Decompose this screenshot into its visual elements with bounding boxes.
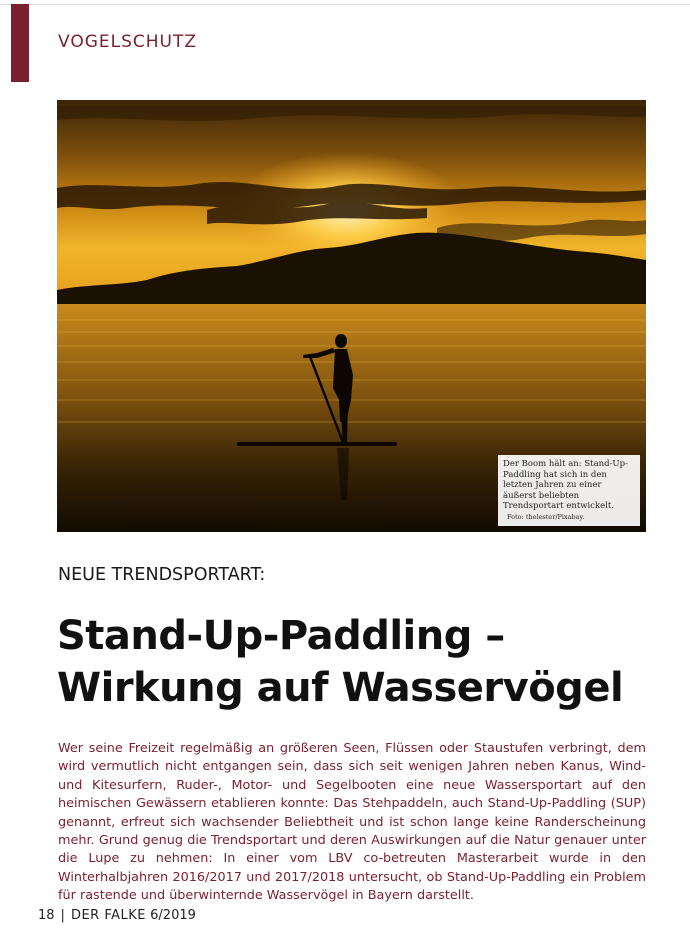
- title-line-1: Stand-Up-Paddling –: [57, 613, 505, 659]
- photo-caption: [498, 455, 640, 526]
- section-color-bar: [11, 4, 29, 82]
- issue-number: 6/2019: [150, 908, 196, 923]
- title-line-2: Wirkung auf Wasservögel: [57, 665, 624, 711]
- article-lead: Wer seine Freizeit regelmäßig an größeren Seen, Flüssen oder Staustufen verbringt, dem wird vermutlich nicht entgangen sein, dass sich seit wenigen Jahren neben Kanus, Wind- und Kitesurfern, Ruder-, Motor- und Segelbooten eine neue Wassersportart auf den heimischen Gewässern etablieren konnte: Das Stehpaddeln, auch Stand-Up-Paddling (SUP) genannt, erfreut sich wachsender Beliebtheit und ist schon lange keine Randerscheinung mehr. Grund genug die Trendsportart und deren Auswirkungen auf die Natur genauer unter die Lupe zu nehmen: In einer vom LBV co-betreuten Masterarbeit wurde in den Winterhalbjahren 2016/2017 und 2017/2018 untersucht, ob Stand-Up-Paddling ein Problem für rastende und überwinternde Wasservögel in Bayern darstellt.: [58, 741, 646, 904]
- footer-separator: |: [60, 908, 65, 923]
- page-number: 18: [38, 908, 55, 923]
- section-label: VOGELSCHUTZ: [58, 32, 198, 52]
- photo-credit: Foto: thelester/Pixabay.: [507, 512, 585, 521]
- article-title: [57, 610, 657, 714]
- magazine-name: DER FALKE: [70, 908, 146, 923]
- caption-text: Der Boom hält an: Stand-Up-Paddling hat sich in den letzten Jahren zu einer äußerst beliebten Trendsportart entwickelt.: [503, 459, 628, 511]
- sunset-paddler-photo: [57, 100, 646, 532]
- page-footer: [38, 908, 196, 923]
- article-kicker: NEUE TRENDSPORTART:: [58, 565, 266, 585]
- top-rule: [0, 4, 690, 5]
